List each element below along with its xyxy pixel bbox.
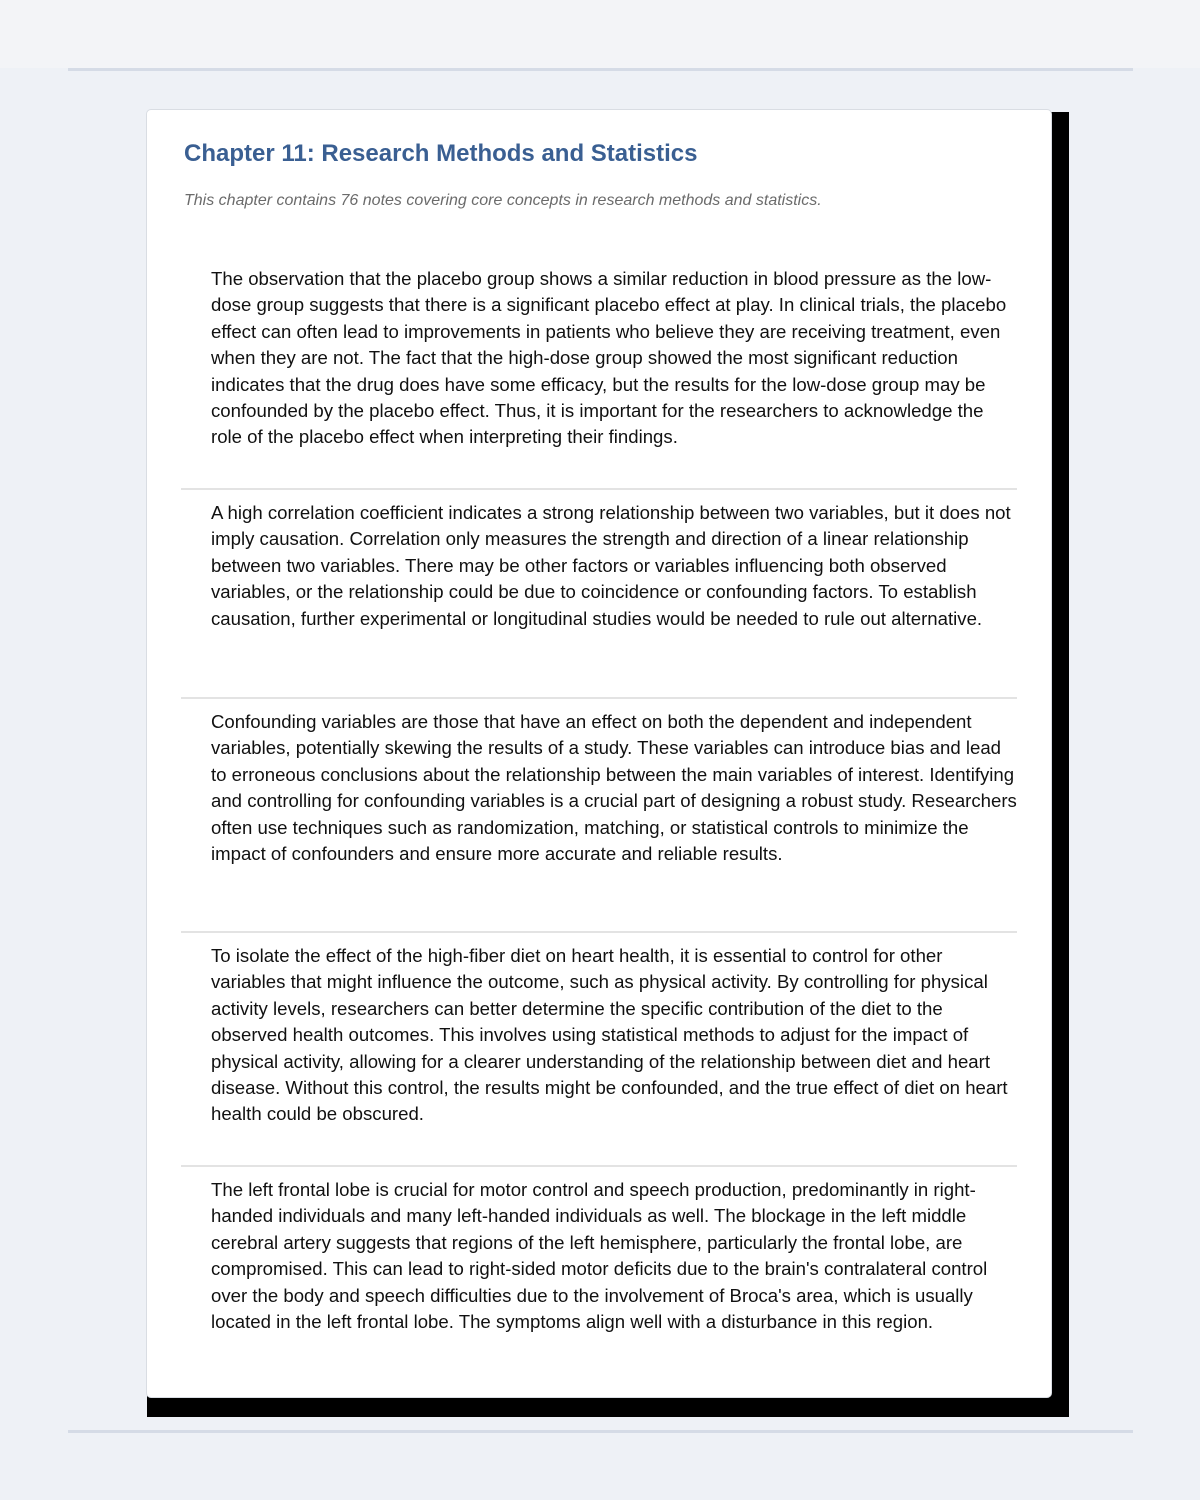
note-divider: [181, 488, 1017, 490]
note-left-frontal-lobe: The left frontal lobe is crucial for motor control and speech production, predominantly in right-handed individuals and many left-handed individuals as well. The blockage in the left middle cerebral artery suggests that regions of the left hemisphere, particularly the frontal lobe, are compromised. This can lead to right-sided motor deficits due to the brain's contralateral control over the body and speech difficulties due to the involvement of Broca's area, which is usually located in the left frontal lobe. The symptoms align well with a disturbance in this region.: [211, 1179, 988, 1333]
top-band: [0, 0, 1200, 68]
bottom-divider: [68, 1430, 1133, 1433]
chapter-title: Chapter 11: Research Methods and Statistics: [184, 140, 698, 167]
chapter-subtitle: This chapter contains 76 notes covering core concepts in research methods and statistics.: [184, 192, 822, 209]
note-divider: [181, 1165, 1017, 1167]
note-correlation-causation: A high correlation coefficient indicates a strong relationship between two variables, but it does not imply causation. Correlation only measures the strength and direction of a linear relationship between two variables. There may be other factors or variables influencing both observed variables, or the relationship could be due to coincidence or confounding factors. To establish causation, further experimental or longitudinal studies would be needed to rule out alternative.: [211, 502, 1011, 629]
chapter-page: [146, 109, 1052, 1398]
note-divider: [181, 931, 1017, 933]
note-placebo-effect: The observation that the placebo group shows a similar reduction in blood pressure as the low-dose group suggests that there is a significant placebo effect at play. In clinical trials, the placebo effect can often lead to improvements in patients who believe they are receiving treatment, even when they are not. The fact that the high-dose group showed the most significant reduction indicates that the drug does have some efficacy, but the results for the low-dose group may be confounded by the placebo effect. Thus, it is important for the researchers to acknowledge the role of the placebo effect when interpreting their findings.: [211, 268, 1007, 448]
note-divider: [181, 697, 1017, 699]
note-confounding-variables: Confounding variables are those that have an effect on both the dependent and independent variables, potentially skewing the results of a study. These variables can introduce bias and lead to erroneous conclusions about the relationship between the main variables of interest. Identifying and controlling for confounding variables is a crucial part of designing a robust study. Researchers often use techniques such as randomization, matching, or statistical controls to minimize the impact of confounders and ensure more accurate and reliable results.: [211, 711, 1017, 865]
note-high-fiber-diet: To isolate the effect of the high-fiber diet on heart health, it is essential to control for other variables that might influence the outcome, such as physical activity. By controlling for physical activity levels, researchers can better determine the specific contribution of the diet to the observed health outcomes. This involves using statistical methods to adjust for the impact of physical activity, allowing for a clearer understanding of the relationship between diet and heart disease. Without this control, the results might be confounded, and the true effect of diet on heart health could be obscured.: [211, 945, 1008, 1125]
top-divider: [68, 68, 1133, 71]
